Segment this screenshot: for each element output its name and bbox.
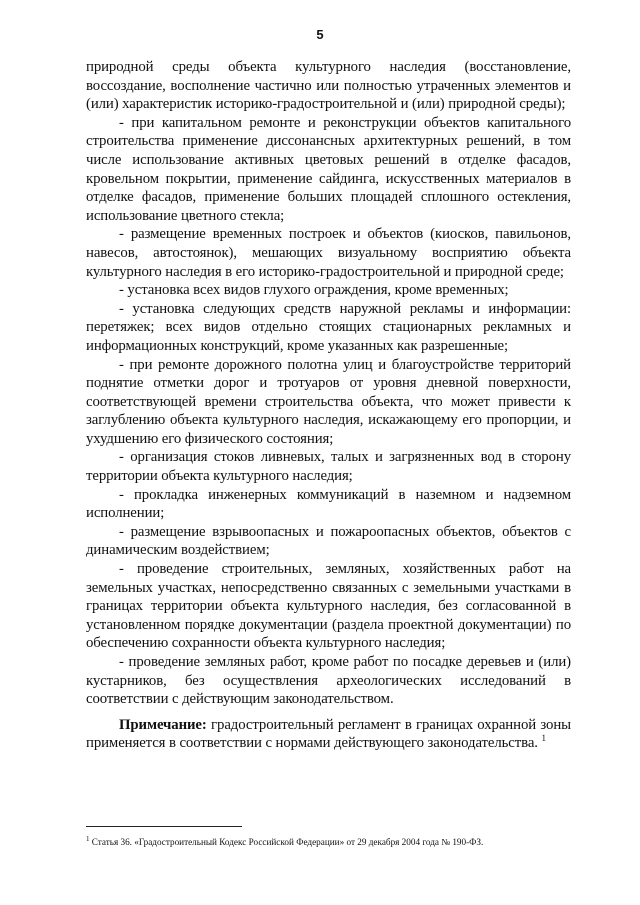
note-label: Примечание: xyxy=(119,716,207,733)
page-number: 5 xyxy=(316,27,324,42)
paragraph: - проведение земляных работ, кроме работ по посадке деревьев и (или) кустарников, без осуществления археологических исследований в соответствии с действующим законодательством. xyxy=(86,654,571,708)
paragraph: - размещение временных построек и объектов (киосков, павильонов, навесов, автостоянок), мешающих визуальному восприятию объекта культурного наследия в его историко-градостроительной и природной среде; xyxy=(86,226,571,280)
note-text: градостроительный регламент в границах охранной зоны применяется в соответствии с нормами действующего законодательства. xyxy=(86,716,571,752)
paragraph: - организация стоков ливневых, талых и загрязненных вод в сторону территории объекта культурного наследия; xyxy=(86,449,571,485)
note-paragraph xyxy=(86,716,571,753)
paragraph: - проведение строительных, земляных, хозяйственных работ на земельных участках, непосредственно связанных с земельными участками в границах территории объекта культурного наследия, без согласованной в установленном порядке документации (раздела проектной документации) по обеспечению сохранности объекта культурного наследия; xyxy=(86,561,571,652)
footnote-text: Статья 36. «Градостроительный Кодекс Российской Федерации» от 29 декабря 2004 года № 190-ФЗ. xyxy=(89,837,484,847)
document-body xyxy=(86,58,571,753)
footnote xyxy=(86,836,586,848)
footnote-divider xyxy=(86,826,242,827)
footnote-reference[interactable]: 1 xyxy=(541,733,546,744)
footnote-mark: 1 xyxy=(86,834,90,843)
paragraph: - размещение взрывоопасных и пожароопасных объектов, объектов с динамическим воздействием; xyxy=(86,523,571,559)
paragraph: природной среды объекта культурного наследия (восстановление, воссоздание, восполнение частично или полностью утраченных элементов и (или) характеристик историко-градостроительной и (или) природной среды); xyxy=(86,59,571,113)
paragraph: - установка всех видов глухого ограждения, кроме временных; xyxy=(119,282,509,299)
paragraph: - прокладка инженерных коммуникаций в наземном и надземном исполнении; xyxy=(86,486,571,522)
paragraph: - при капитальном ремонте и реконструкции объектов капитального строительства применение диссонансных архитектурных решений, в том числе использование активных цветовых решений в отделке фасадов, кровельном покрытии, применение сайдинга, искусственных материалов в отделке фасадов, применение больших площадей сплошного остекления, использование цветного стекла; xyxy=(86,114,571,224)
paragraph: - установка следующих средств наружной рекламы и информации: перетяжек; всех видов отдельно стоящих стационарных рекламных и информационных конструкций, кроме указанных как разрешенные; xyxy=(86,300,571,354)
paragraph: - при ремонте дорожного полотна улиц и благоустройстве территорий поднятие отметки дорог и тротуаров от уровня дневной поверхности, соответствующей времени строительства объекта, что может привести к заглублению объекта культурного наследия, искажающему его пропорции, и ухудшению его физического состояния; xyxy=(86,356,571,447)
